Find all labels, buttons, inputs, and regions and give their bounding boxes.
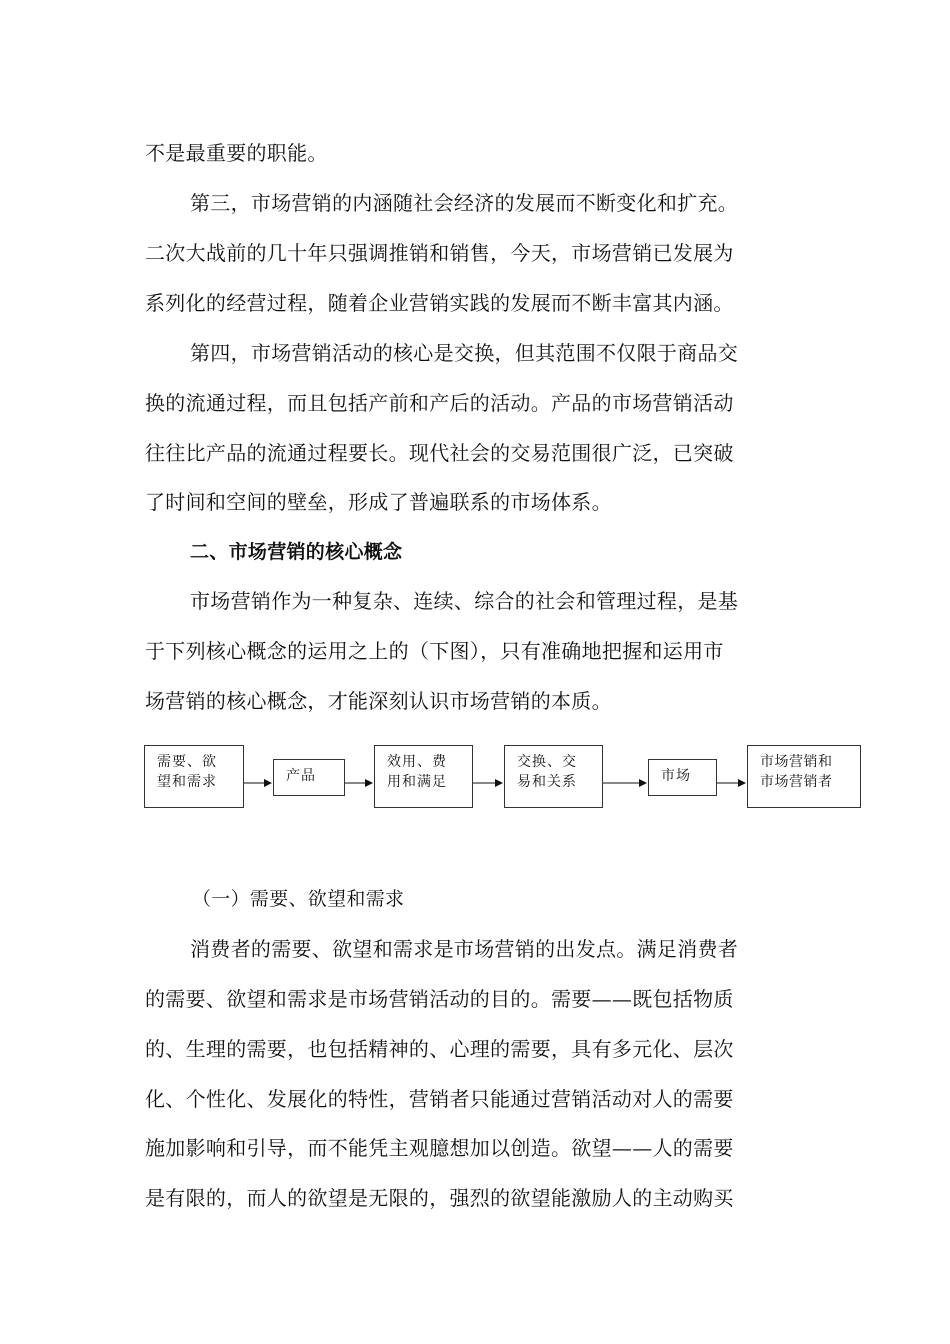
body-line: 的、生理的需要，也包括精神的、心理的需要，具有多元化、层次: [145, 1037, 734, 1061]
body-line: 消费者的需要、欲望和需求是市场营销的出发点。满足消费者: [190, 937, 739, 961]
body-line: 的需要、欲望和需求是市场营销活动的目的。需要——既包括物质: [145, 987, 734, 1011]
flow-box-market: [648, 759, 717, 796]
flow-box-product: [273, 759, 345, 796]
body-line: 施加影响和引导，而不能凭主观臆想加以创造。欲望——人的需要: [145, 1136, 734, 1160]
subsection-heading: （一）需要、欲望和需求: [192, 888, 405, 910]
paragraph-line: 不是最重要的职能。: [145, 141, 328, 165]
paragraph-line: 系列化的经营过程，随着企业营销实践的发展而不断丰富其内涵。: [145, 291, 734, 315]
section-heading: 二、市场营销的核心概念: [190, 541, 403, 563]
body-line: 化、个性化、发展化的特性，营销者只能通过营销活动对人的需要: [145, 1087, 734, 1111]
intro-line: 场营销的核心概念，才能深刻认识市场营销的本质。: [145, 689, 612, 713]
intro-line: 市场营销作为一种复杂、连续、综合的社会和管理过程，是基: [190, 589, 739, 613]
flow-box-text: 市场营销和: [760, 754, 833, 770]
flow-box-text: 产品: [286, 768, 316, 784]
flow-box-text: 效用、费: [387, 754, 447, 770]
flow-box-exchange: [504, 745, 603, 808]
intro-line: 于下列核心概念的运用之上的（下图），只有准确地把握和运用市: [145, 639, 724, 663]
paragraph-line: 二次大战前的几十年只强调推销和销售，今天，市场营销已发展为: [145, 241, 734, 265]
flow-box-utility: [374, 745, 473, 808]
flow-box-text: 需要、欲: [157, 754, 217, 770]
flow-box-text: 市场: [661, 768, 691, 784]
flow-box-text: 易和关系: [517, 774, 577, 790]
paragraph-line: 第三，市场营销的内涵随社会经济的发展而不断变化和扩充。: [190, 191, 739, 215]
flow-box-text: 交换、交: [517, 754, 577, 770]
paragraph-line: 第四，市场营销活动的核心是交换，但其范围不仅限于商品交: [190, 341, 739, 365]
paragraph-line: 换的流通过程，而且包括产前和产后的活动。产品的市场营销活动: [145, 391, 734, 415]
paragraph-line: 往往比产品的流通过程要长。现代社会的交易范围很广泛，已突破: [145, 441, 734, 465]
flow-box-text: 望和需求: [157, 774, 217, 790]
flow-box-marketers: [747, 745, 861, 808]
paragraph-line: 了时间和空间的壁垒，形成了普遍联系的市场体系。: [145, 490, 612, 514]
flow-box-text: 用和满足: [387, 774, 447, 790]
flow-box-text: 市场营销者: [760, 774, 833, 790]
body-line: 是有限的，而人的欲望是无限的，强烈的欲望能激励人的主动购买: [145, 1186, 734, 1210]
flow-box-needs: [144, 745, 244, 808]
